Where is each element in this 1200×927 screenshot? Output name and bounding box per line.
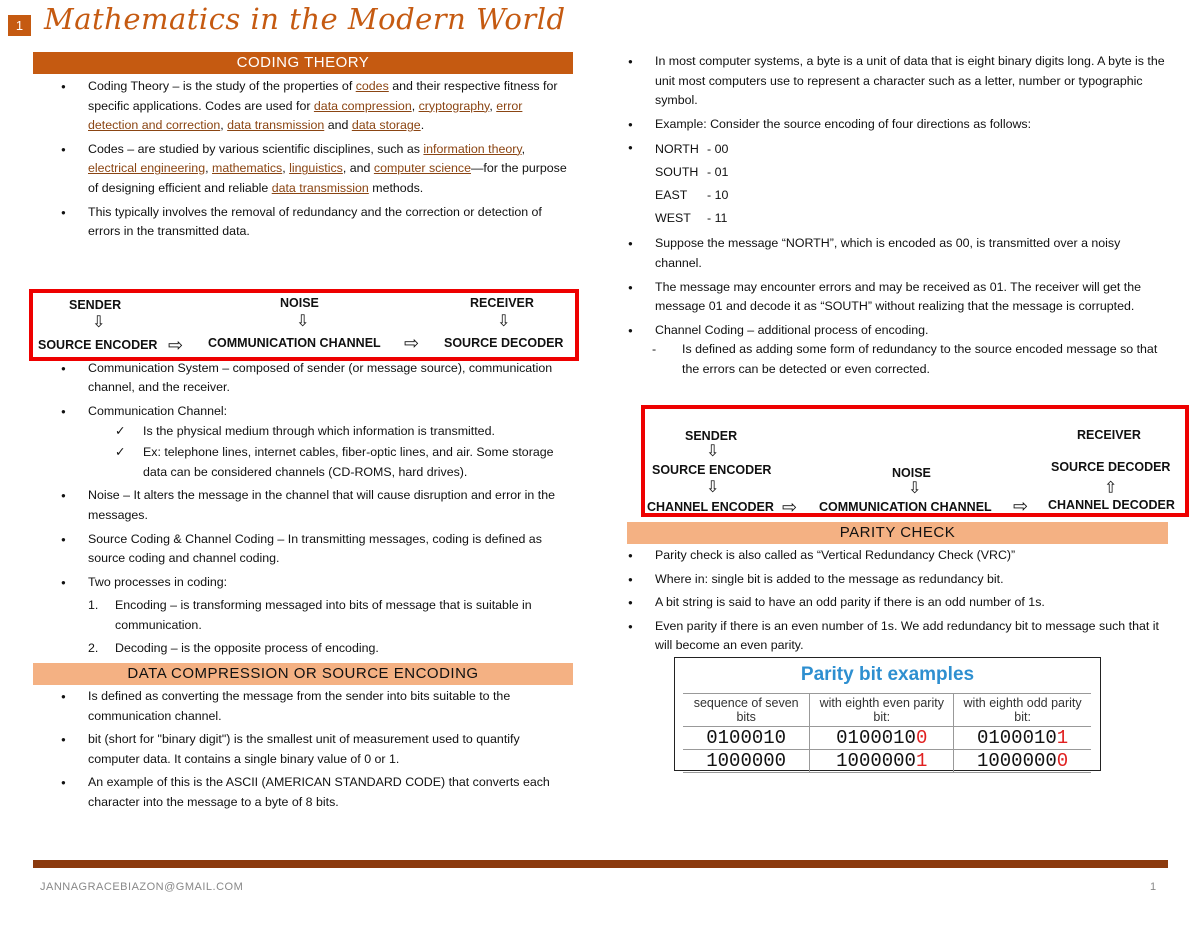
- page-number-badge: 1: [8, 15, 31, 36]
- diagram-communication-flow: [29, 289, 579, 361]
- right-arrow-icon: ⇨: [168, 335, 184, 355]
- bullet-defined-as: ● Is defined as converting the message from the sender into bits suitable to the communication channel.: [33, 687, 573, 726]
- right-arrow-icon: ⇨: [782, 497, 798, 517]
- label-source-decoder: SOURCE DECODER: [1051, 460, 1171, 474]
- footer-email: JANNAGRACEBIAZON@GMAIL.COM: [40, 881, 244, 893]
- footer-bar: [33, 860, 1168, 868]
- bullet-communication-system: ● Communication System – composed of sender (or message source), communication channel, and the receiver.: [33, 359, 573, 398]
- down-arrow-icon: ⇩: [908, 480, 922, 497]
- parity-row: 0100010 01000100 01000101: [683, 727, 1091, 750]
- label-communication-channel: COMMUNICATION CHANNEL: [208, 336, 381, 350]
- link-data-storage[interactable]: data storage: [351, 118, 421, 133]
- bullet-parity-vrc: ● Parity check is also called as “Vertical Redundancy Check (VRC)”: [600, 546, 1168, 566]
- bullet-bit: ● bit (short for "binary digit") is the smallest unit of measurement used to quantify computer data. It contains a single binary value of 0 or 1.: [33, 730, 573, 769]
- label-noise: NOISE: [892, 466, 931, 480]
- link-cryptography[interactable]: cryptography: [418, 98, 490, 113]
- footer-page-number: 1: [1150, 881, 1157, 893]
- link-information-theory[interactable]: information theory: [423, 141, 522, 156]
- direction-row: SOUTH - 01: [655, 165, 729, 180]
- label-sender: SENDER: [685, 429, 738, 443]
- label-receiver: RECEIVER: [1077, 428, 1141, 442]
- right-arrow-icon: ⇨: [1013, 496, 1029, 516]
- link-electrical-engineering[interactable]: electrical engineering: [88, 161, 206, 176]
- numbered-item-encoding: 1. Encoding – is transforming messaged into bits of message that is suitable in communication.: [88, 598, 532, 632]
- bullet-noise: ● Noise – It alters the message in the channel that will cause disruption and error in the messages.: [33, 486, 573, 525]
- parity-col-header: sequence of seven bits: [683, 694, 810, 727]
- parity-section: [627, 522, 1168, 660]
- parity-bit-examples-image: [674, 657, 1101, 771]
- direction-row: WEST - 11: [655, 211, 728, 226]
- parity-image-title: Parity bit examples: [800, 664, 975, 685]
- bullet-two-processes: ● Two processes in coding:: [33, 573, 573, 593]
- numbered-item-decoding: 2. Decoding – is the opposite process of encoding.: [88, 641, 379, 656]
- bullet-odd-parity: ● A bit string is said to have an odd parity if there is an odd number of 1s.: [600, 593, 1168, 613]
- link-mathematics[interactable]: mathematics: [212, 161, 283, 176]
- left-column: [33, 52, 573, 817]
- parity-table: [683, 693, 1091, 773]
- down-arrow-icon: ⇩: [706, 443, 720, 460]
- check-item-medium: ✓ Is the physical medium through which information is transmitted.: [33, 422, 573, 442]
- link-error-detection[interactable]: error detection and correction: [88, 98, 523, 133]
- label-source-decoder: SOURCE DECODER: [444, 336, 564, 350]
- link-codes[interactable]: codes: [355, 79, 389, 93]
- bullet-encounter-errors: ● The message may encounter errors and may be received as 01. The receiver will get the message 01 and decode it as “SOUTH” without realizing that the message is corrupted.: [600, 278, 1168, 317]
- direction-row: EAST - 10: [655, 188, 729, 203]
- label-source-encoder: SOURCE ENCODER: [38, 338, 158, 352]
- parity-bit: 0: [915, 727, 928, 749]
- label-communication-channel: COMMUNICATION CHANNEL: [819, 500, 992, 514]
- parity-row: 1000000 10000001 10000000: [683, 750, 1091, 773]
- link-linguistics[interactable]: linguistics: [289, 161, 343, 176]
- direction-row: ● NORTH - 00: [655, 142, 729, 157]
- right-arrow-icon: ⇨: [404, 333, 420, 353]
- label-noise: NOISE: [280, 296, 319, 310]
- right-column: [627, 52, 1168, 384]
- document-title: Mathematics in the Modern World: [44, 2, 566, 36]
- bullet-directions: [600, 138, 1168, 230]
- link-data-transmission-2[interactable]: data transmission: [271, 180, 369, 195]
- check-item-examples: ✓ Ex: telephone lines, internet cables, fiber-optic lines, and air. Some storage data can be considered channels (CD-ROMS, hard drives).: [33, 443, 573, 482]
- bullet-ascii: ● An example of this is the ASCII (AMERICAN STANDARD CODE) that converts each character into the message to a byte of 8 bits.: [33, 773, 573, 812]
- down-arrow-icon: ⇩: [296, 313, 310, 330]
- section-heading-coding-theory: CODING THEORY: [33, 52, 573, 74]
- bullet-example: ● Example: Consider the source encoding of four directions as follows:: [600, 115, 1168, 135]
- parity-col-header: with eighth odd parity bit:: [954, 694, 1091, 727]
- bullet-redundancy: ● This typically involves the removal of redundancy and the correction or detection of errors in the transmitted data.: [33, 203, 573, 242]
- bullet-channel-coding: ● Channel Coding – additional process of encoding. - Is defined as adding some form of redundancy to the source encoded message so that the errors can be detected or even corrected.: [600, 321, 1168, 380]
- dash-item-redundancy: - Is defined as adding some form of redundancy to the source encoded message so that the errors can be detected or even corrected.: [600, 340, 1168, 379]
- link-computer-science[interactable]: computer science: [373, 161, 471, 176]
- bullet-byte: ● In most computer systems, a byte is a unit of data that is eight binary digits long. A byte is the unit most computers use to represent a character such as a letter, number or typographic symbol.: [600, 52, 1168, 111]
- label-receiver: RECEIVER: [470, 296, 534, 310]
- bullet-parity-where: ● Where in: single bit is added to the message as redundancy bit.: [600, 570, 1168, 590]
- bullet-coding-theory: ● Coding Theory – is the study of the properties of codes and their respective fitness for specific applications. Codes are used for data compression, cryptography, error detection and correction, data transmission and data storage.: [33, 77, 573, 136]
- section-heading-parity-check: PARITY CHECK: [627, 522, 1168, 544]
- parity-bit: 1: [1056, 727, 1069, 749]
- parity-bit: 0: [1056, 750, 1069, 772]
- diagram-channel-coding-flow: [641, 405, 1189, 517]
- label-source-encoder: SOURCE ENCODER: [652, 463, 772, 477]
- down-arrow-icon: ⇩: [92, 314, 106, 331]
- bullet-codes: ● Codes – are studied by various scientific disciplines, such as information theory, electrical engineering, mathematics, linguistics, and computer science—for the purpose of designing efficient and reliable data transmission methods.: [33, 140, 573, 199]
- label-channel-encoder: CHANNEL ENCODER: [647, 500, 774, 514]
- bullet-source-channel-coding: ● Source Coding & Channel Coding – In transmitting messages, coding is defined as source coding and channel coding.: [33, 530, 573, 569]
- down-arrow-icon: ⇩: [497, 313, 511, 330]
- parity-col-header: with eighth even parity bit:: [810, 694, 954, 727]
- bullet-even-parity: ● Even parity if there is an even number of 1s. We add redundancy bit to message such that it will become an even parity.: [600, 617, 1168, 656]
- section-heading-data-compression: DATA COMPRESSION OR SOURCE ENCODING: [33, 663, 573, 685]
- bullet-communication-channel: ● Communication Channel: ✓ Is the physical medium through which information is transmitted. ✓ Ex: telephone lines, internet cables, fiber-optic lines, and air. Some storage data can be considered channels (CD-ROMS, hard drives).: [33, 402, 573, 482]
- label-sender: SENDER: [69, 298, 122, 312]
- parity-bit: 1: [915, 750, 928, 772]
- link-data-transmission[interactable]: data transmission: [227, 118, 325, 133]
- link-data-compression[interactable]: data compression: [313, 98, 412, 113]
- up-arrow-icon: ⇩: [1104, 477, 1118, 494]
- label-channel-decoder: CHANNEL DECODER: [1048, 498, 1175, 512]
- down-arrow-icon: ⇩: [706, 479, 720, 496]
- bullet-suppose: ● Suppose the message “NORTH”, which is encoded as 00, is transmitted over a noisy channel.: [600, 234, 1168, 273]
